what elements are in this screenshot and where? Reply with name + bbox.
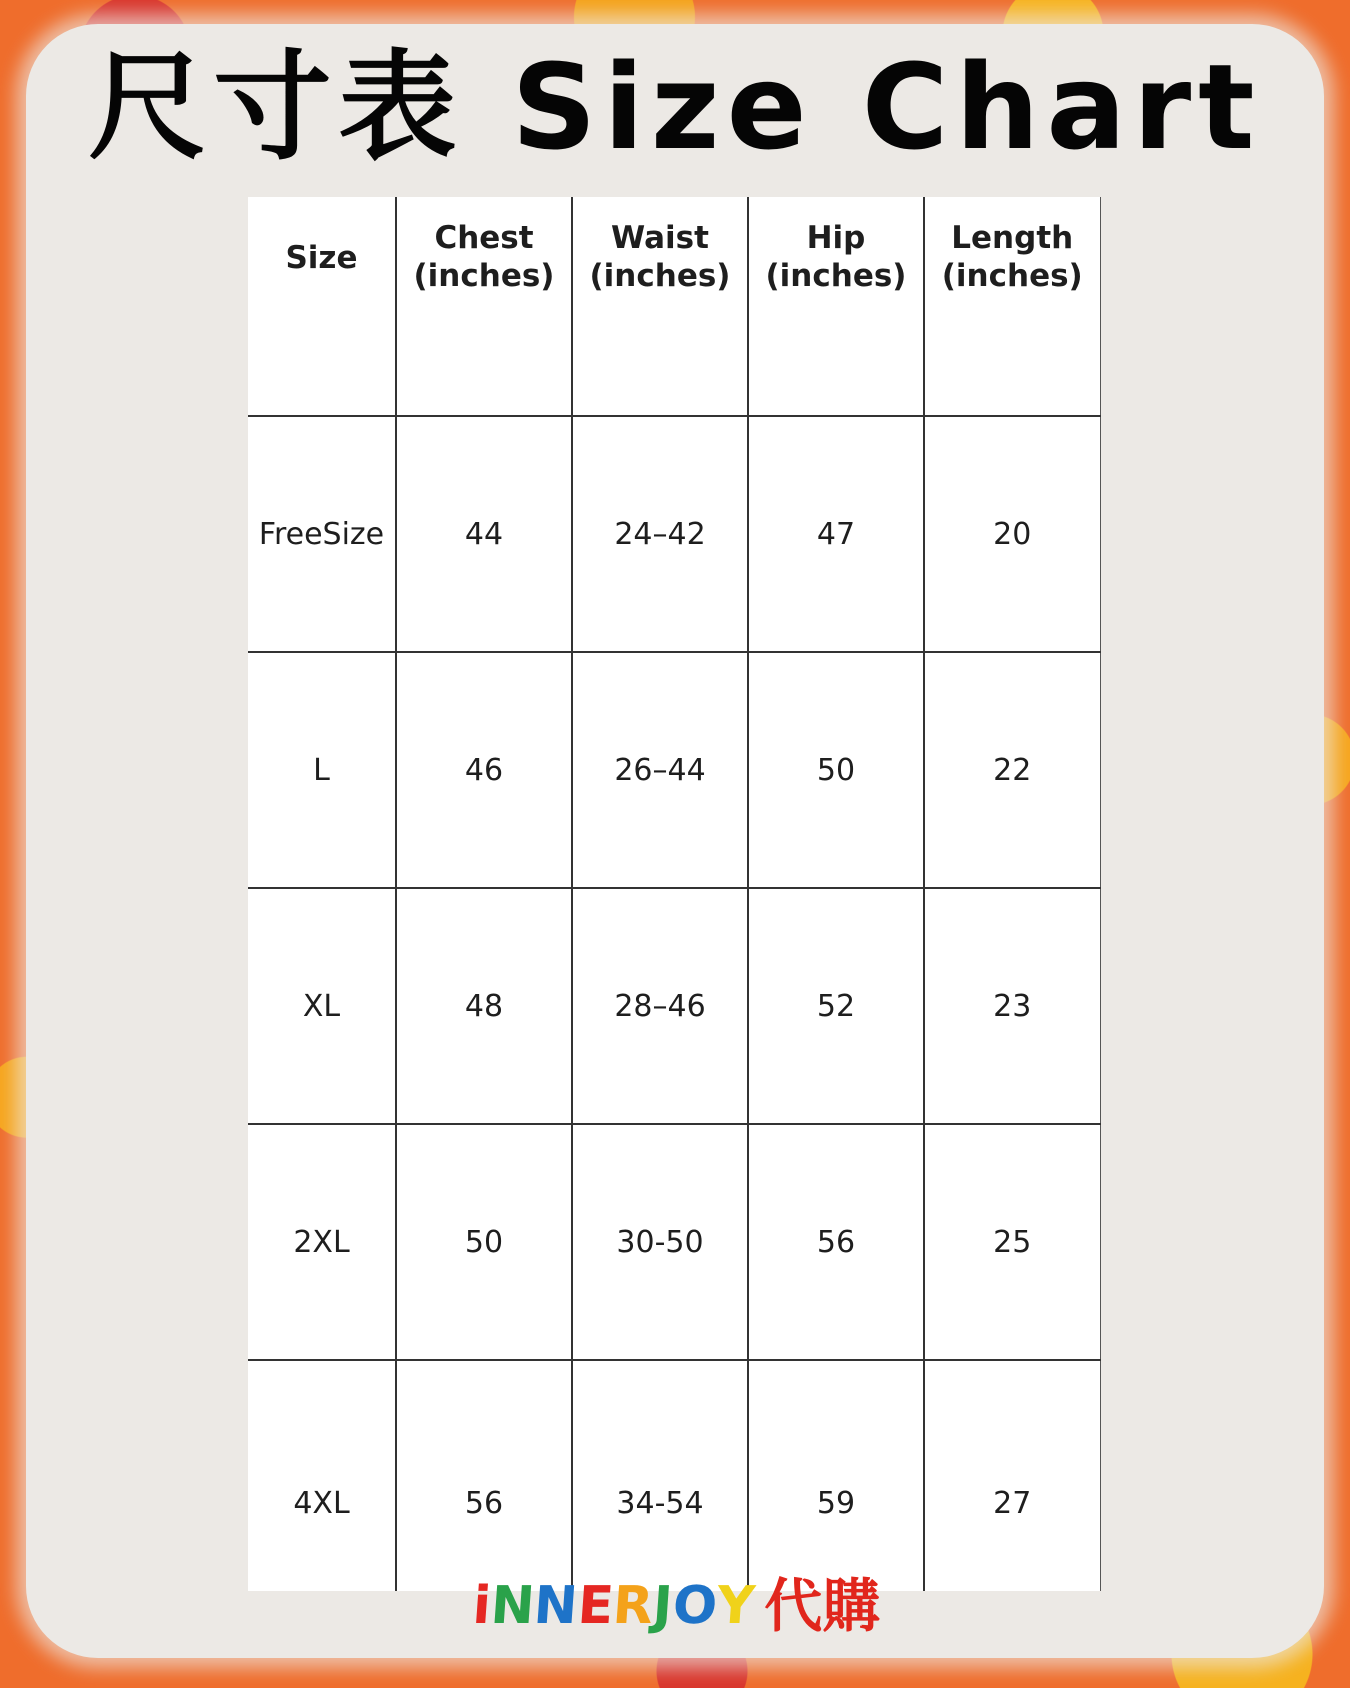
header-waist-unit: (inches): [589, 258, 731, 294]
table-row: [248, 1124, 1100, 1360]
cell-hip: 47: [748, 416, 924, 652]
cell-size: XL: [248, 888, 396, 1124]
cell-size: L: [248, 652, 396, 888]
cell-waist: 26–44: [572, 652, 748, 888]
header-hip-unit: (inches): [765, 258, 907, 294]
size-chart-table: [248, 197, 1101, 1591]
table-row: [248, 652, 1100, 888]
cell-chest: 46: [396, 652, 572, 888]
cell-hip: 52: [748, 888, 924, 1124]
logo-letter: i: [470, 1576, 493, 1636]
innerjoy-logo: [470, 1570, 893, 1642]
header-size: [248, 197, 396, 416]
header-waist-label: Waist: [611, 220, 709, 256]
table-row: [248, 416, 1100, 652]
logo-letter: N: [488, 1576, 537, 1636]
cell-waist: 30-50: [572, 1124, 748, 1360]
header-hip: [748, 197, 924, 416]
header-length-unit: (inches): [941, 258, 1083, 294]
header-size-label: Size: [285, 240, 358, 276]
logo-suffix: 代購: [764, 1572, 881, 1640]
cell-size: FreeSize: [248, 416, 396, 652]
logo-letter: O: [670, 1576, 720, 1636]
cell-chest: 50: [396, 1124, 572, 1360]
header-waist: [572, 197, 748, 416]
cell-length: 20: [924, 416, 1100, 652]
cell-chest: 48: [396, 888, 572, 1124]
cell-hip: 59: [748, 1360, 924, 1591]
cell-length: 25: [924, 1124, 1100, 1360]
table-row: [248, 888, 1100, 1124]
logo-letter: J: [651, 1576, 675, 1636]
cell-size: 4XL: [248, 1360, 396, 1591]
header-length: [924, 197, 1100, 416]
cell-length: 22: [924, 652, 1100, 888]
cell-length: 23: [924, 888, 1100, 1124]
cell-chest: 44: [396, 416, 572, 652]
header-chest-label: Chest: [434, 220, 534, 256]
header-chest-unit: (inches): [413, 258, 555, 294]
cell-size: 2XL: [248, 1124, 396, 1360]
cell-chest: 56: [396, 1360, 572, 1591]
cell-waist: 24–42: [572, 416, 748, 652]
logo-letter: E: [575, 1576, 616, 1636]
page-title: 尺寸表 Size Chart: [88, 38, 1262, 176]
cell-length: 27: [924, 1360, 1100, 1591]
cell-hip: 56: [748, 1124, 924, 1360]
header-length-label: Length: [951, 220, 1074, 256]
header-chest: [396, 197, 572, 416]
header-row: [248, 197, 1100, 416]
logo-letter: R: [611, 1576, 656, 1636]
header-hip-label: Hip: [806, 220, 866, 256]
cell-hip: 50: [748, 652, 924, 888]
table-row: [248, 1360, 1100, 1591]
cell-waist: 34-54: [572, 1360, 748, 1591]
cell-waist: 28–46: [572, 888, 748, 1124]
logo-brand: [470, 1576, 760, 1636]
logo-letter: N: [532, 1576, 580, 1636]
logo-letter: Y: [714, 1576, 757, 1636]
